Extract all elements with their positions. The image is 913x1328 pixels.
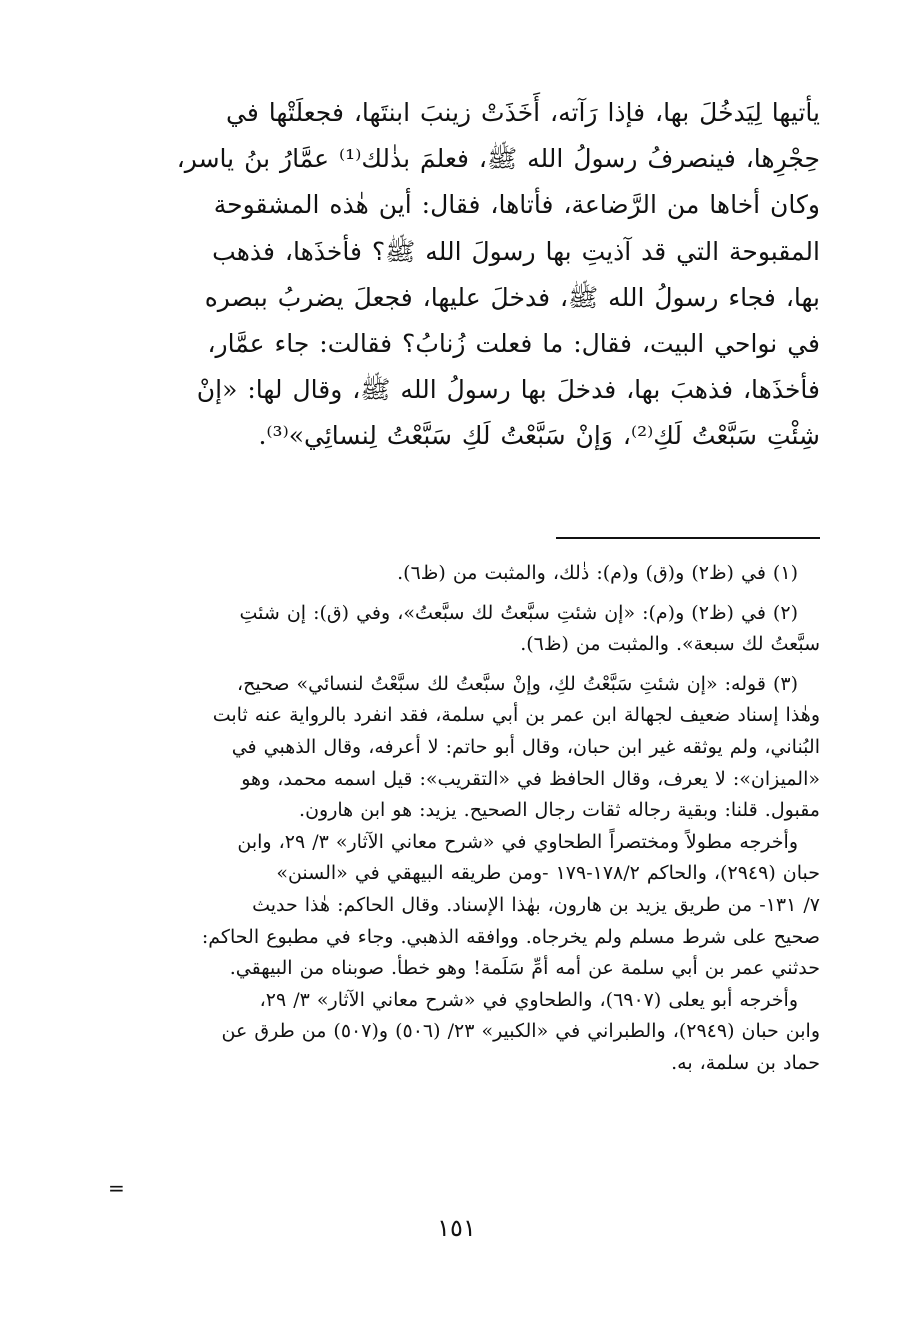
footnote-3-para2-line: حدثني عمر بن أبي سلمة عن أمه أمِّ سَلَمة! وهو خطأ. صوبناه من البيهقي. [229, 957, 820, 980]
footnote-3-line: (٣) قوله: «إن شئتِ سَبَّعْتُ لكِ، وإنْ سبَّعتُ لك سبَّعْتُ لنسائي» صحيح، [236, 672, 798, 695]
footnote-3-line: مقبول. قلنا: وبقية رجاله ثقات رجال الصحيح. يزيد: هو ابن هارون. [299, 799, 820, 822]
footnote-3-para2-line: ٧/ ١٣١- من طريق يزيد بن هارون، بهٰذا الإسناد. وقال الحاكم: هٰذا حديث [252, 893, 820, 916]
footnote-3-para3-line: حماد بن سلمة، به. [671, 1051, 820, 1074]
main-text-line: شِئْتِ سَبَّعْتُ لَكِ⁽²⁾، وَإنْ سَبَّعْتُ لَكِ سَبَّعْتُ لِنسائِي»⁽³⁾. [258, 421, 820, 451]
footnote-2-line: (٢) في (ظ٢) و(م): «إن شئتِ سبَّعتُ لك سبَّعتُ»، وفي (ق): إن شئتِ [239, 601, 798, 624]
main-text-body [96, 90, 820, 460]
footnote-gap [96, 590, 820, 598]
main-text-line: في نواحي البيت، فقال: ما فعلت زُنابُ؟ فقالت: جاء عمَّار، [207, 329, 820, 359]
footnote-3-para3-line: وابن حبان (٢٩٤٩)، والطبراني في «الكبير» ٢٣/ (٥٠٦) و(٥٠٧) من طرق عن [221, 1020, 820, 1043]
footnotes-section [96, 558, 820, 1080]
footnote-3-para2-line: وأخرجه مطولاً ومختصراً الطحاوي في «شرح معاني الآثار» ٣/ ٢٩، وابن [237, 830, 798, 853]
footnote-3-line: البُناني، ولم يوثقه غير ابن حبان، وقال أبو حاتم: لا أعرفه، وقال الذهبي في [231, 735, 820, 758]
footnote-3-para3-line: وأخرجه أبو يعلى (٦٩٠٧)، والطحاوي في «شرح معاني الآثار» ٣/ ٢٩، [259, 988, 798, 1011]
footnote-3-line: وهٰذا إسناد ضعيف لجهالة ابن عمر بن أبي سلمة، فقد انفرد بالرواية عنه ثابت [212, 704, 820, 727]
main-text-line: حِجْرِها، فينصرفُ رسولُ الله ﷺ، فعلمَ بذٰلك⁽¹⁾ عمَّارُ بنُ ياسر، [176, 144, 820, 174]
footnote-3-para2-line: صحيح على شرط مسلم ولم يخرجاه. ووافقه الذهبي. وجاء في مطبوع الحاكم: [201, 925, 820, 948]
footnote-gap [96, 661, 820, 669]
main-text-line: فأخذَها، فذهبَ بها، فدخلَ بها رسولُ الله ﷺ، وقال لها: «إنْ [196, 375, 820, 405]
main-text-line: وكان أخاها من الرَّضاعة، فأتاها، فقال: أين هٰذه المشقوحة [213, 190, 820, 220]
page-number: ١٥١ [437, 1214, 476, 1242]
footnote-1: (١) في (ظ٢) و(ق) و(م): ذٰلك، والمثبت من (ظ٦). [397, 562, 798, 584]
footnote-2-line: سبَّعتُ لك سبعة». والمثبت من (ظ٦). [520, 633, 820, 656]
footnote-3-para2-line: حبان (٢٩٤٩)، والحاكم ١٧٨/٢-١٧٩ -ومن طريقه البيهقي في «السنن» [276, 862, 820, 885]
footnote-3-line: «الميزان»: لا يعرف، وقال الحافظ في «التقريب»: قيل اسمه محمد، وهو [241, 767, 820, 790]
main-text-line: بها، فجاء رسولُ الله ﷺ، فدخلَ عليها، فجعلَ يضربُ ببصره [204, 282, 820, 312]
footnote-divider [556, 537, 820, 539]
main-text-line: المقبوحة التي قد آذيتِ بها رسولَ الله ﷺ؟ فأخذَها، فذهب [212, 236, 820, 266]
main-text-line: يأتيها لِيَدخُلَ بها، فإذا رَآته، أَخَذَتْ زينبَ ابنتَها، فجعلَتْها في [226, 98, 820, 127]
continuation-mark: = [108, 1176, 125, 1200]
